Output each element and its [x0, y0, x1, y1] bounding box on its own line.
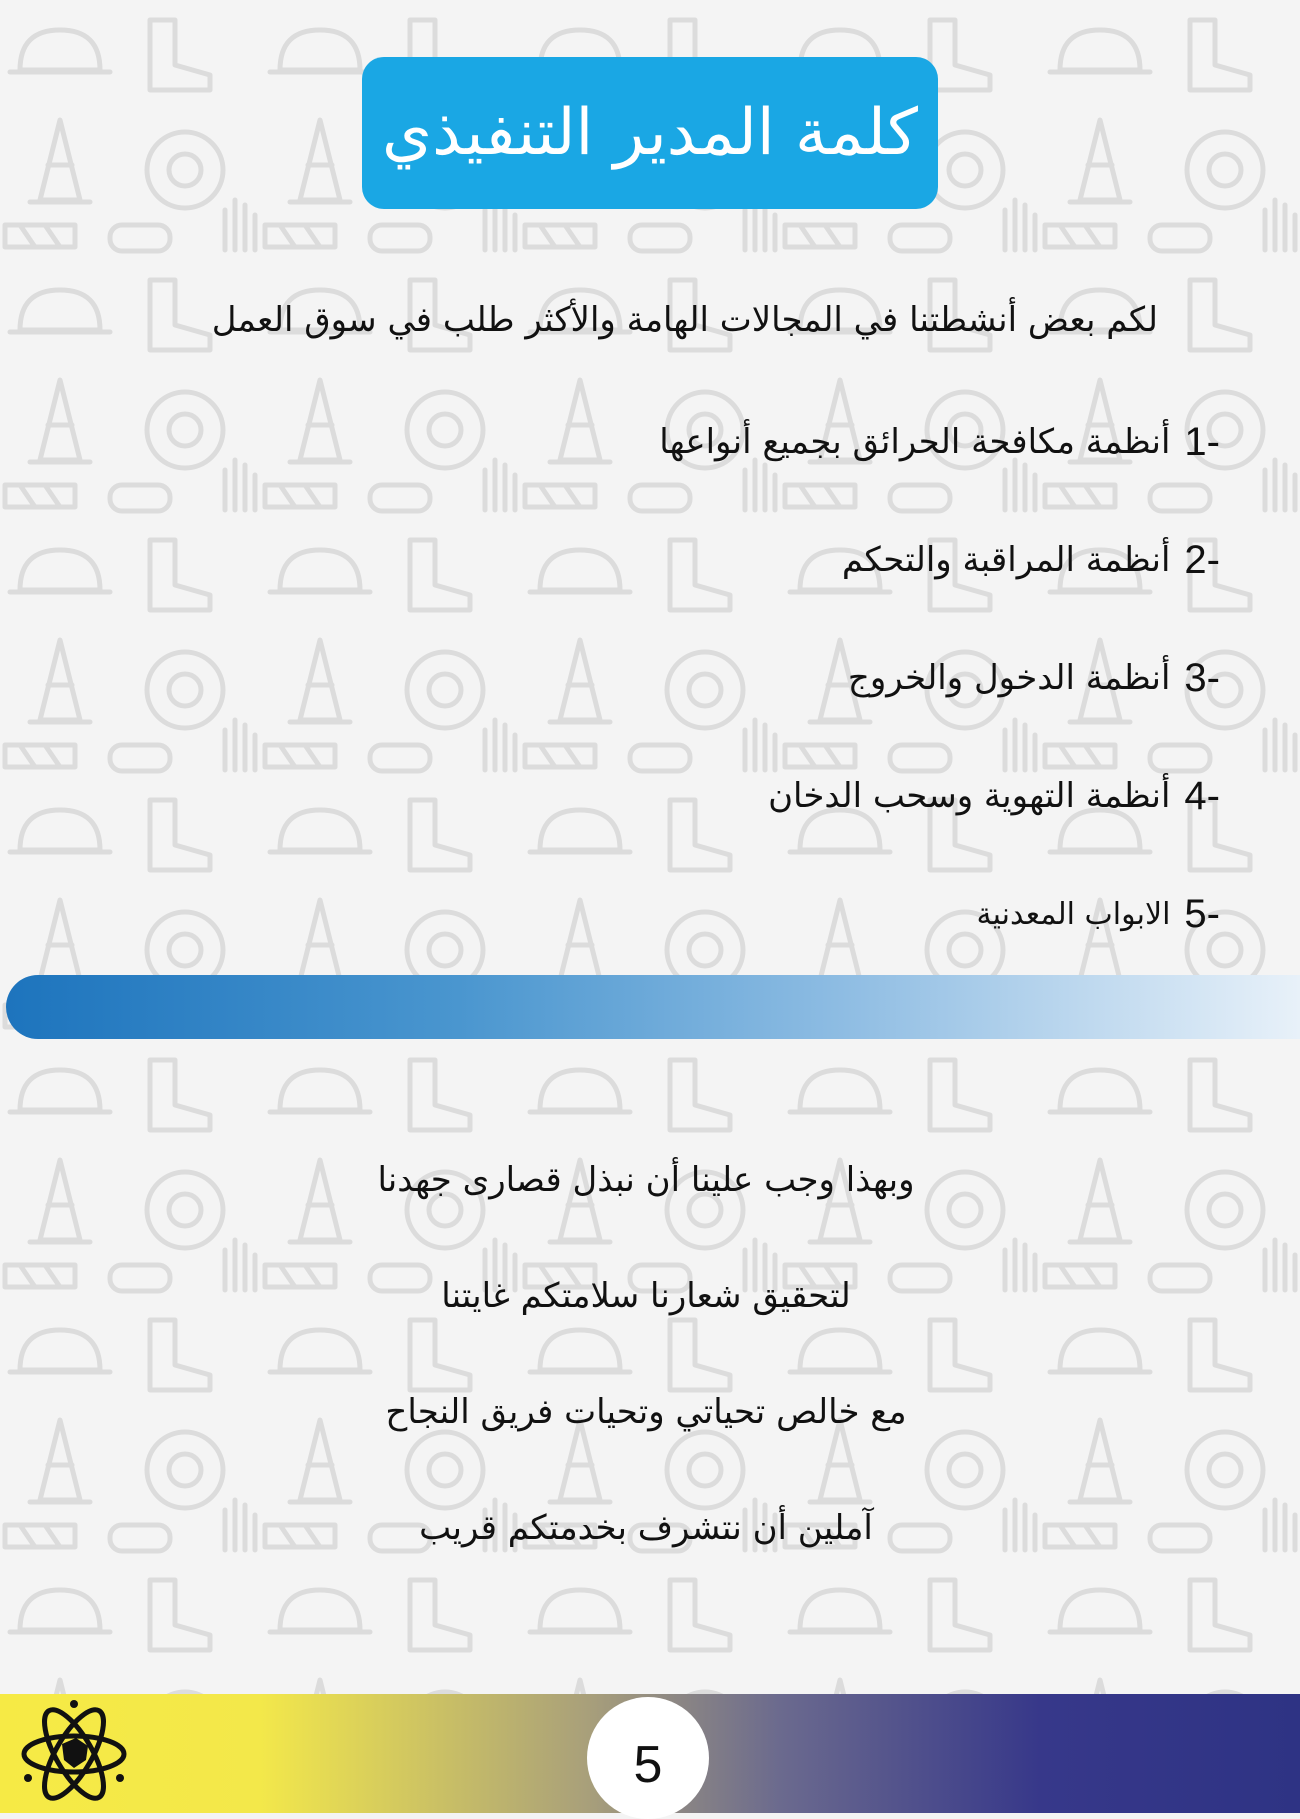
- list-item: [659, 412, 1220, 472]
- list-item-number: 2-: [1184, 537, 1220, 582]
- intro-text: لكم بعض أنشطتنا في المجالات الهامة والأكثر طلب في سوق العمل: [211, 300, 1158, 340]
- list-item: [768, 766, 1220, 826]
- list-item-label: أنظمة التهوية وسحب الدخان: [768, 776, 1171, 816]
- closing-line: لتحقيق شعارنا سلامتكم غايتنا: [441, 1276, 851, 1316]
- list-item: [842, 530, 1220, 590]
- list-item-label: أنظمة الدخول والخروج: [847, 658, 1171, 698]
- page-number-badge: [587, 1697, 709, 1819]
- closing-line: وبهذا وجب علينا أن نبذل قصارى جهدنا: [377, 1160, 915, 1200]
- divider-band: [6, 975, 1300, 1039]
- list-item-label: أنظمة المراقبة والتحكم: [841, 540, 1171, 580]
- list-item-number: 4-: [1184, 773, 1220, 818]
- list-item-number: 3-: [1184, 655, 1220, 700]
- page-number: 5: [633, 1736, 663, 1794]
- list-item-number: 5-: [1184, 891, 1220, 936]
- list-item: [848, 648, 1220, 708]
- list-item-number: 1-: [1184, 419, 1220, 464]
- page-title: كلمة المدير التنفيذي: [382, 96, 918, 170]
- list-item: [976, 884, 1220, 944]
- title-banner: [362, 57, 938, 209]
- list-item-label: أنظمة مكافحة الحرائق بجميع أنواعها: [659, 422, 1171, 462]
- closing-line: مع خالص تحياتي وتحيات فريق النجاح: [385, 1392, 907, 1432]
- closing-line: آملين أن نتشرف بخدمتكم قريب: [419, 1508, 873, 1548]
- atom-logo-icon: [14, 1698, 134, 1810]
- list-item-label: الابواب المعدنية: [976, 896, 1171, 932]
